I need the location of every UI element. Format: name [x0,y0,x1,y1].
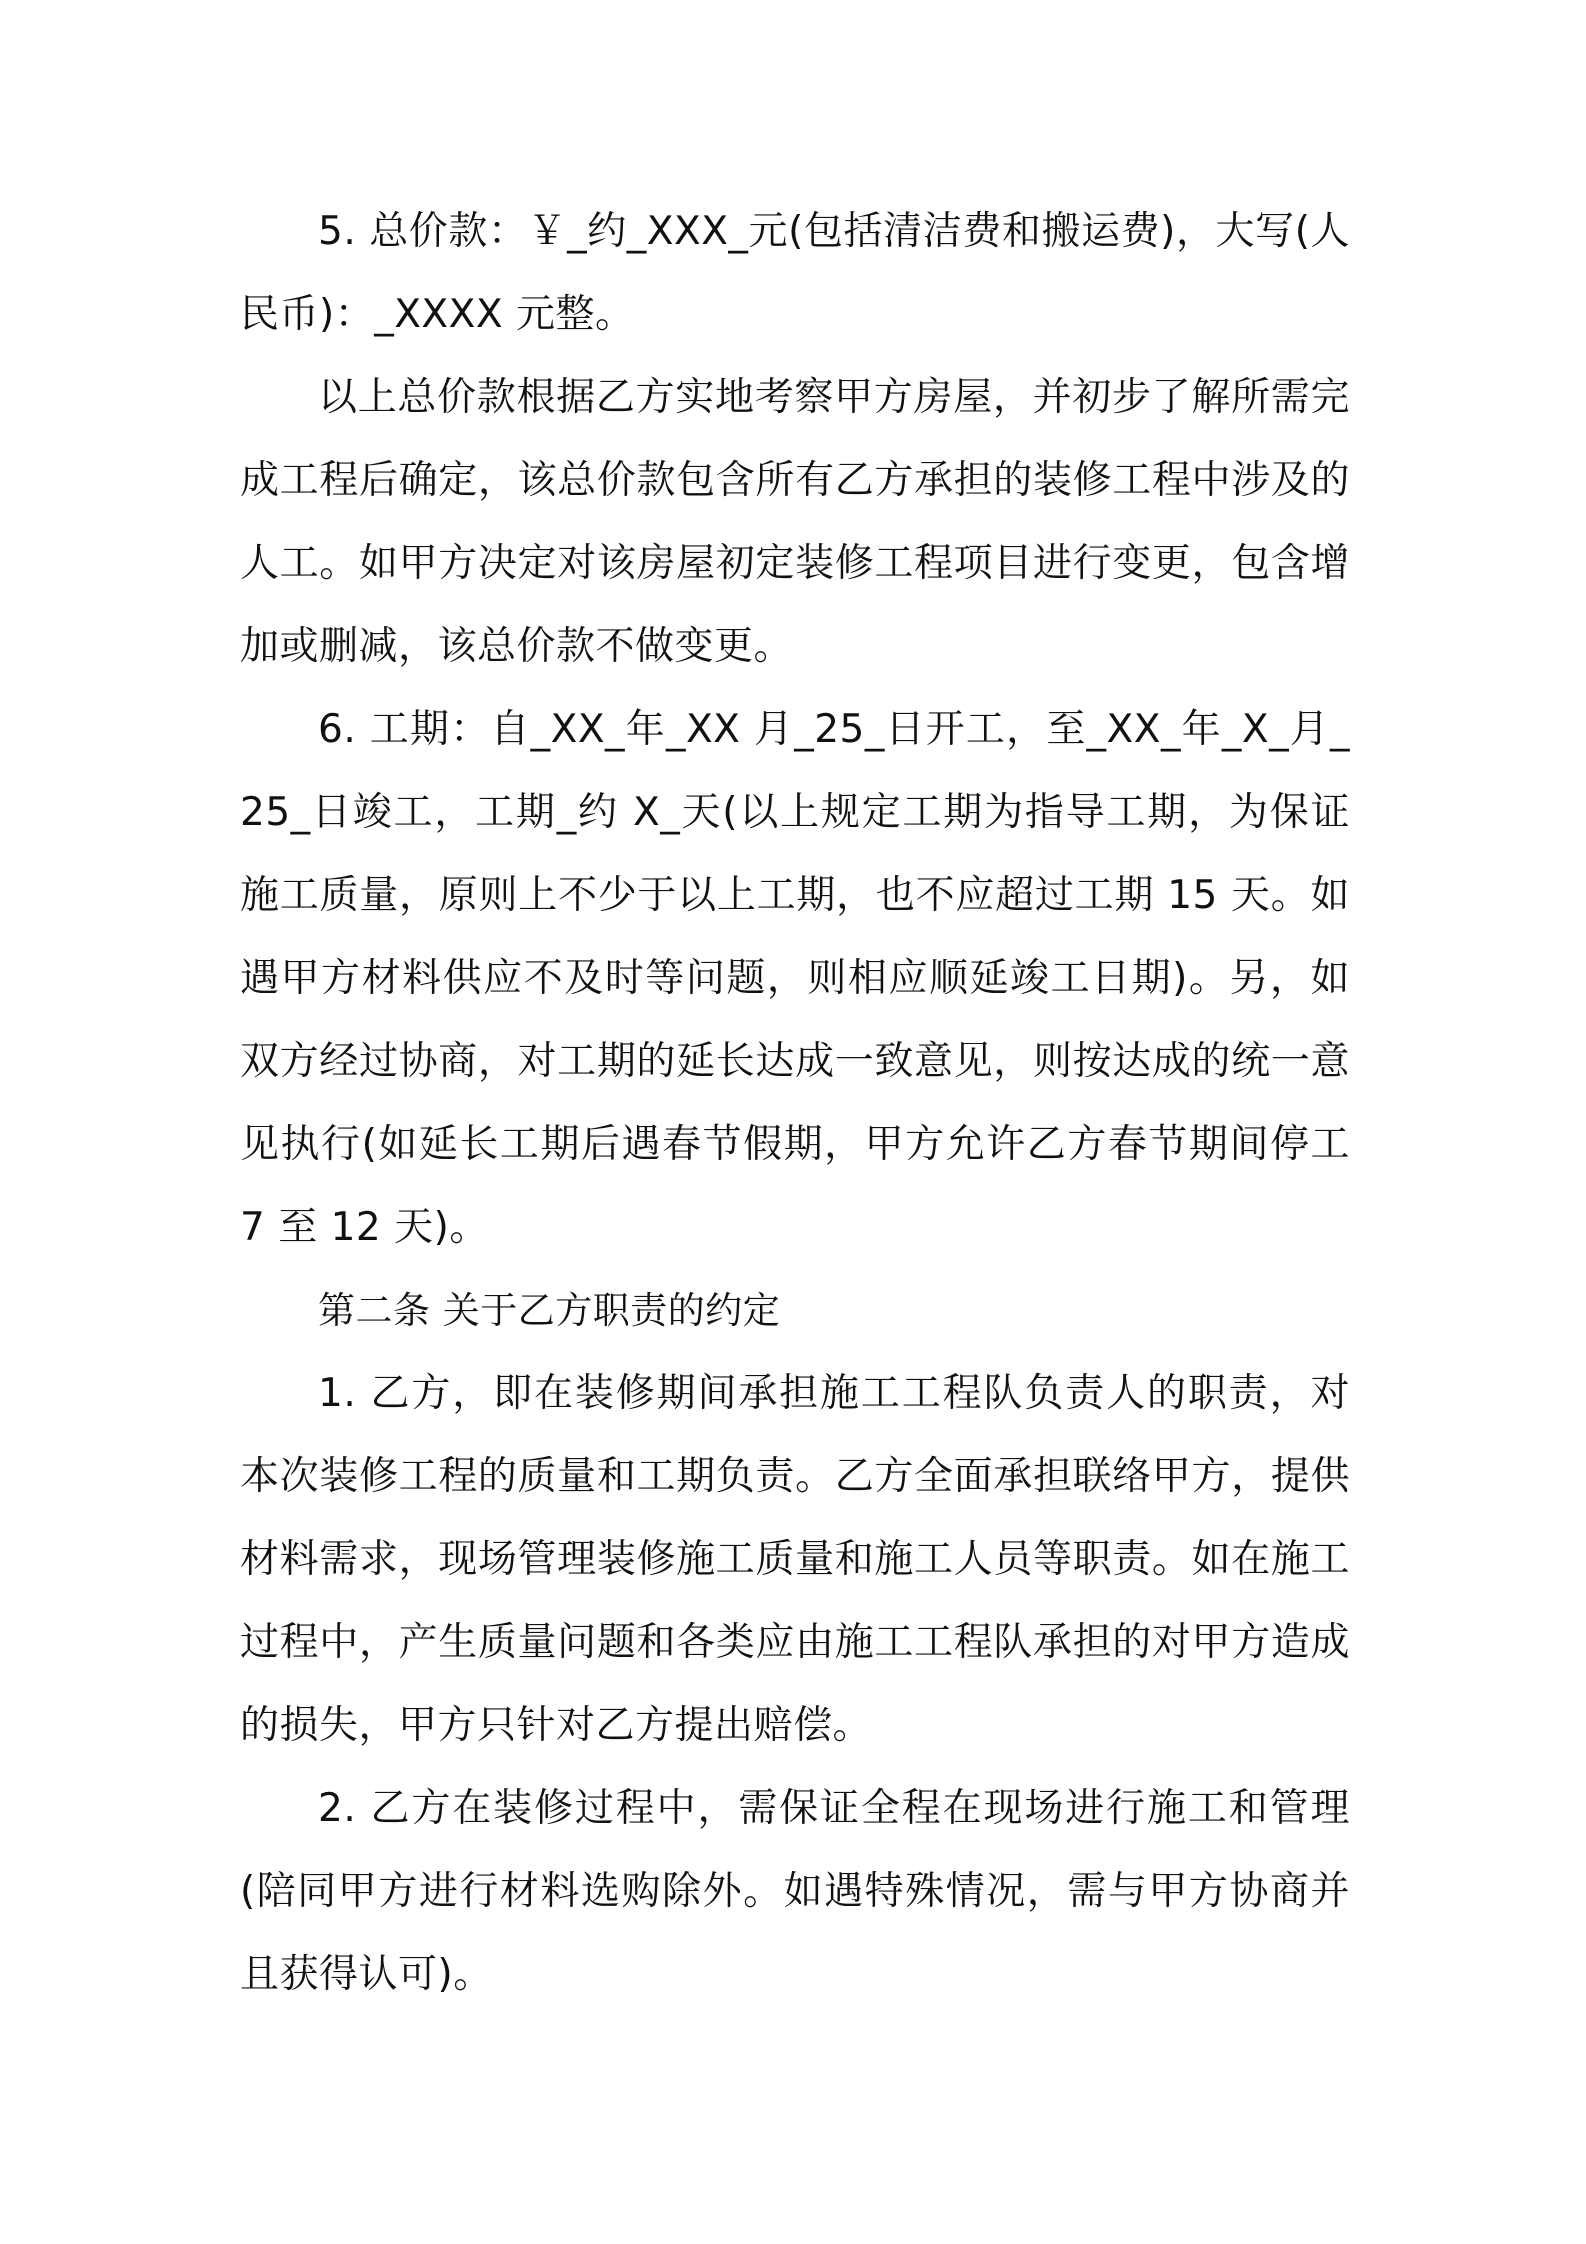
price-explanation-paragraph: 以上总价款根据乙方实地考察甲方房屋，并初步了解所需完成工程后确定，该总价款包含所有乙方承担的装修工程中涉及的人工。如甲方决定对该房屋初定装修工程项目进行变更，包含增加或删减，该总价款不做变更。 [240,375,1350,669]
article-2-heading: 第二条 关于乙方职责的约定 [318,1289,781,1332]
clause-1-responsibility: 1. 乙方，即在装修期间承担施工工程队负责人的职责，对本次装修工程的质量和工期负责。乙方全面承担联络甲方，提供材料需求，现场管理装修施工质量和施工人员等职责。如在施工过程中，产生质量问题和各类应由施工工程队承担的对甲方造成的损失，甲方只针对乙方提出赔偿。 [240,1371,1350,1748]
clause-6-schedule: 6. 工期：自_XX_年_XX 月_25_日开工，至_XX_年_X_月_25_日竣工，工期_约 X_天(以上规定工期为指导工期，为保证施工质量，原则上不少于以上工期，也不应超过工期 15 天。如遇甲方材料供应不及时等问题，则相应顺延竣工日期)。另，如双方经过协商，对工期的延长达成一致意见，则按达成的统一意见执行(如延长工期后遇春节假期，甲方允许乙方春节期间停工 7 至 12 天)。 [240,707,1350,1250]
clause-5-total-price: 5. 总价款：￥_约_XXX_元(包括清洁费和搬运费)，大写(人民币)：_XXXX 元整。 [240,209,1350,337]
clause-2-onsite-management: 2. 乙方在装修过程中，需保证全程在现场进行施工和管理(陪同甲方进行材料选购除外。如遇特殊情况，需与甲方协商并且获得认可)。 [240,1786,1350,1997]
document-body [240,190,1350,2016]
